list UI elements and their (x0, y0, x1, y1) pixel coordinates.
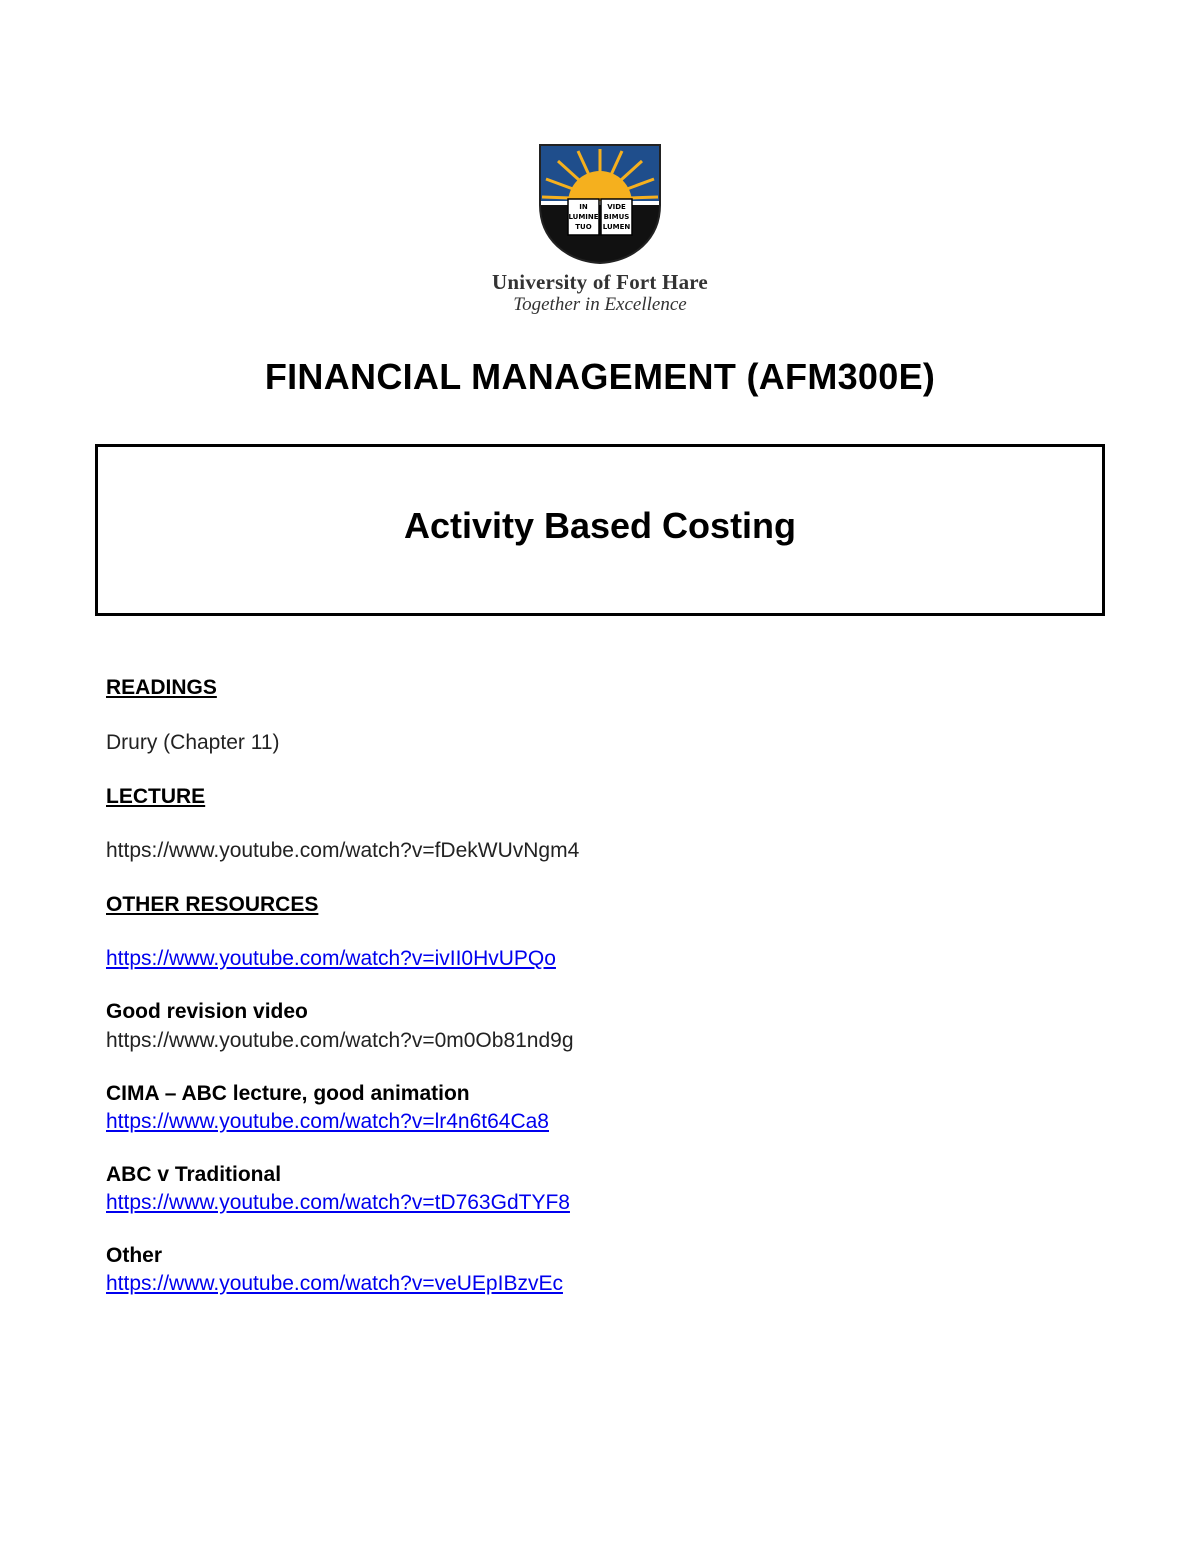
lecture-heading: LECTURE (106, 785, 206, 808)
svg-text:TUO: TUO (575, 223, 592, 231)
svg-text:LUMEN: LUMEN (602, 223, 631, 231)
university-motto: Together in Excellence (513, 294, 687, 315)
svg-text:LUMINE: LUMINE (568, 213, 599, 221)
resource-label-abc-traditional: ABC v Traditional (106, 1163, 282, 1186)
resource-label-other: Other (106, 1244, 163, 1267)
topic-box (95, 444, 1105, 616)
university-crest-logo (538, 143, 662, 265)
readings-heading: READINGS (106, 676, 217, 699)
svg-text:VIDE: VIDE (607, 203, 626, 211)
resource-link-cima[interactable]: https://www.youtube.com/watch?v=lr4n6t64Ca8 (106, 1110, 549, 1133)
resource-label-cima: CIMA – ABC lecture, good animation (106, 1082, 470, 1105)
course-title: FINANCIAL MANAGEMENT (AFM300E) (264, 356, 936, 397)
svg-text:IN: IN (579, 203, 588, 211)
svg-text:BIMUS: BIMUS (603, 213, 630, 221)
lecture-url: https://www.youtube.com/watch?v=fDekWUvNgm4 (106, 839, 580, 862)
resource-link-abc-traditional[interactable]: https://www.youtube.com/watch?v=tD763GdTYF8 (106, 1191, 570, 1214)
university-name: University of Fort Hare (492, 270, 708, 294)
topic-title: Activity Based Costing (403, 505, 797, 546)
resource-label-revision: Good revision video (106, 1000, 308, 1023)
readings-text: Drury (Chapter 11) (106, 731, 280, 754)
other-resources-heading: OTHER RESOURCES (106, 893, 319, 916)
resource-url-revision: https://www.youtube.com/watch?v=0m0Ob81nd9g (106, 1029, 574, 1052)
resource-link-other[interactable]: https://www.youtube.com/watch?v=veUEpIBzvEc (106, 1272, 563, 1295)
other-resources-link[interactable]: https://www.youtube.com/watch?v=ivII0HvUPQo (106, 947, 556, 970)
